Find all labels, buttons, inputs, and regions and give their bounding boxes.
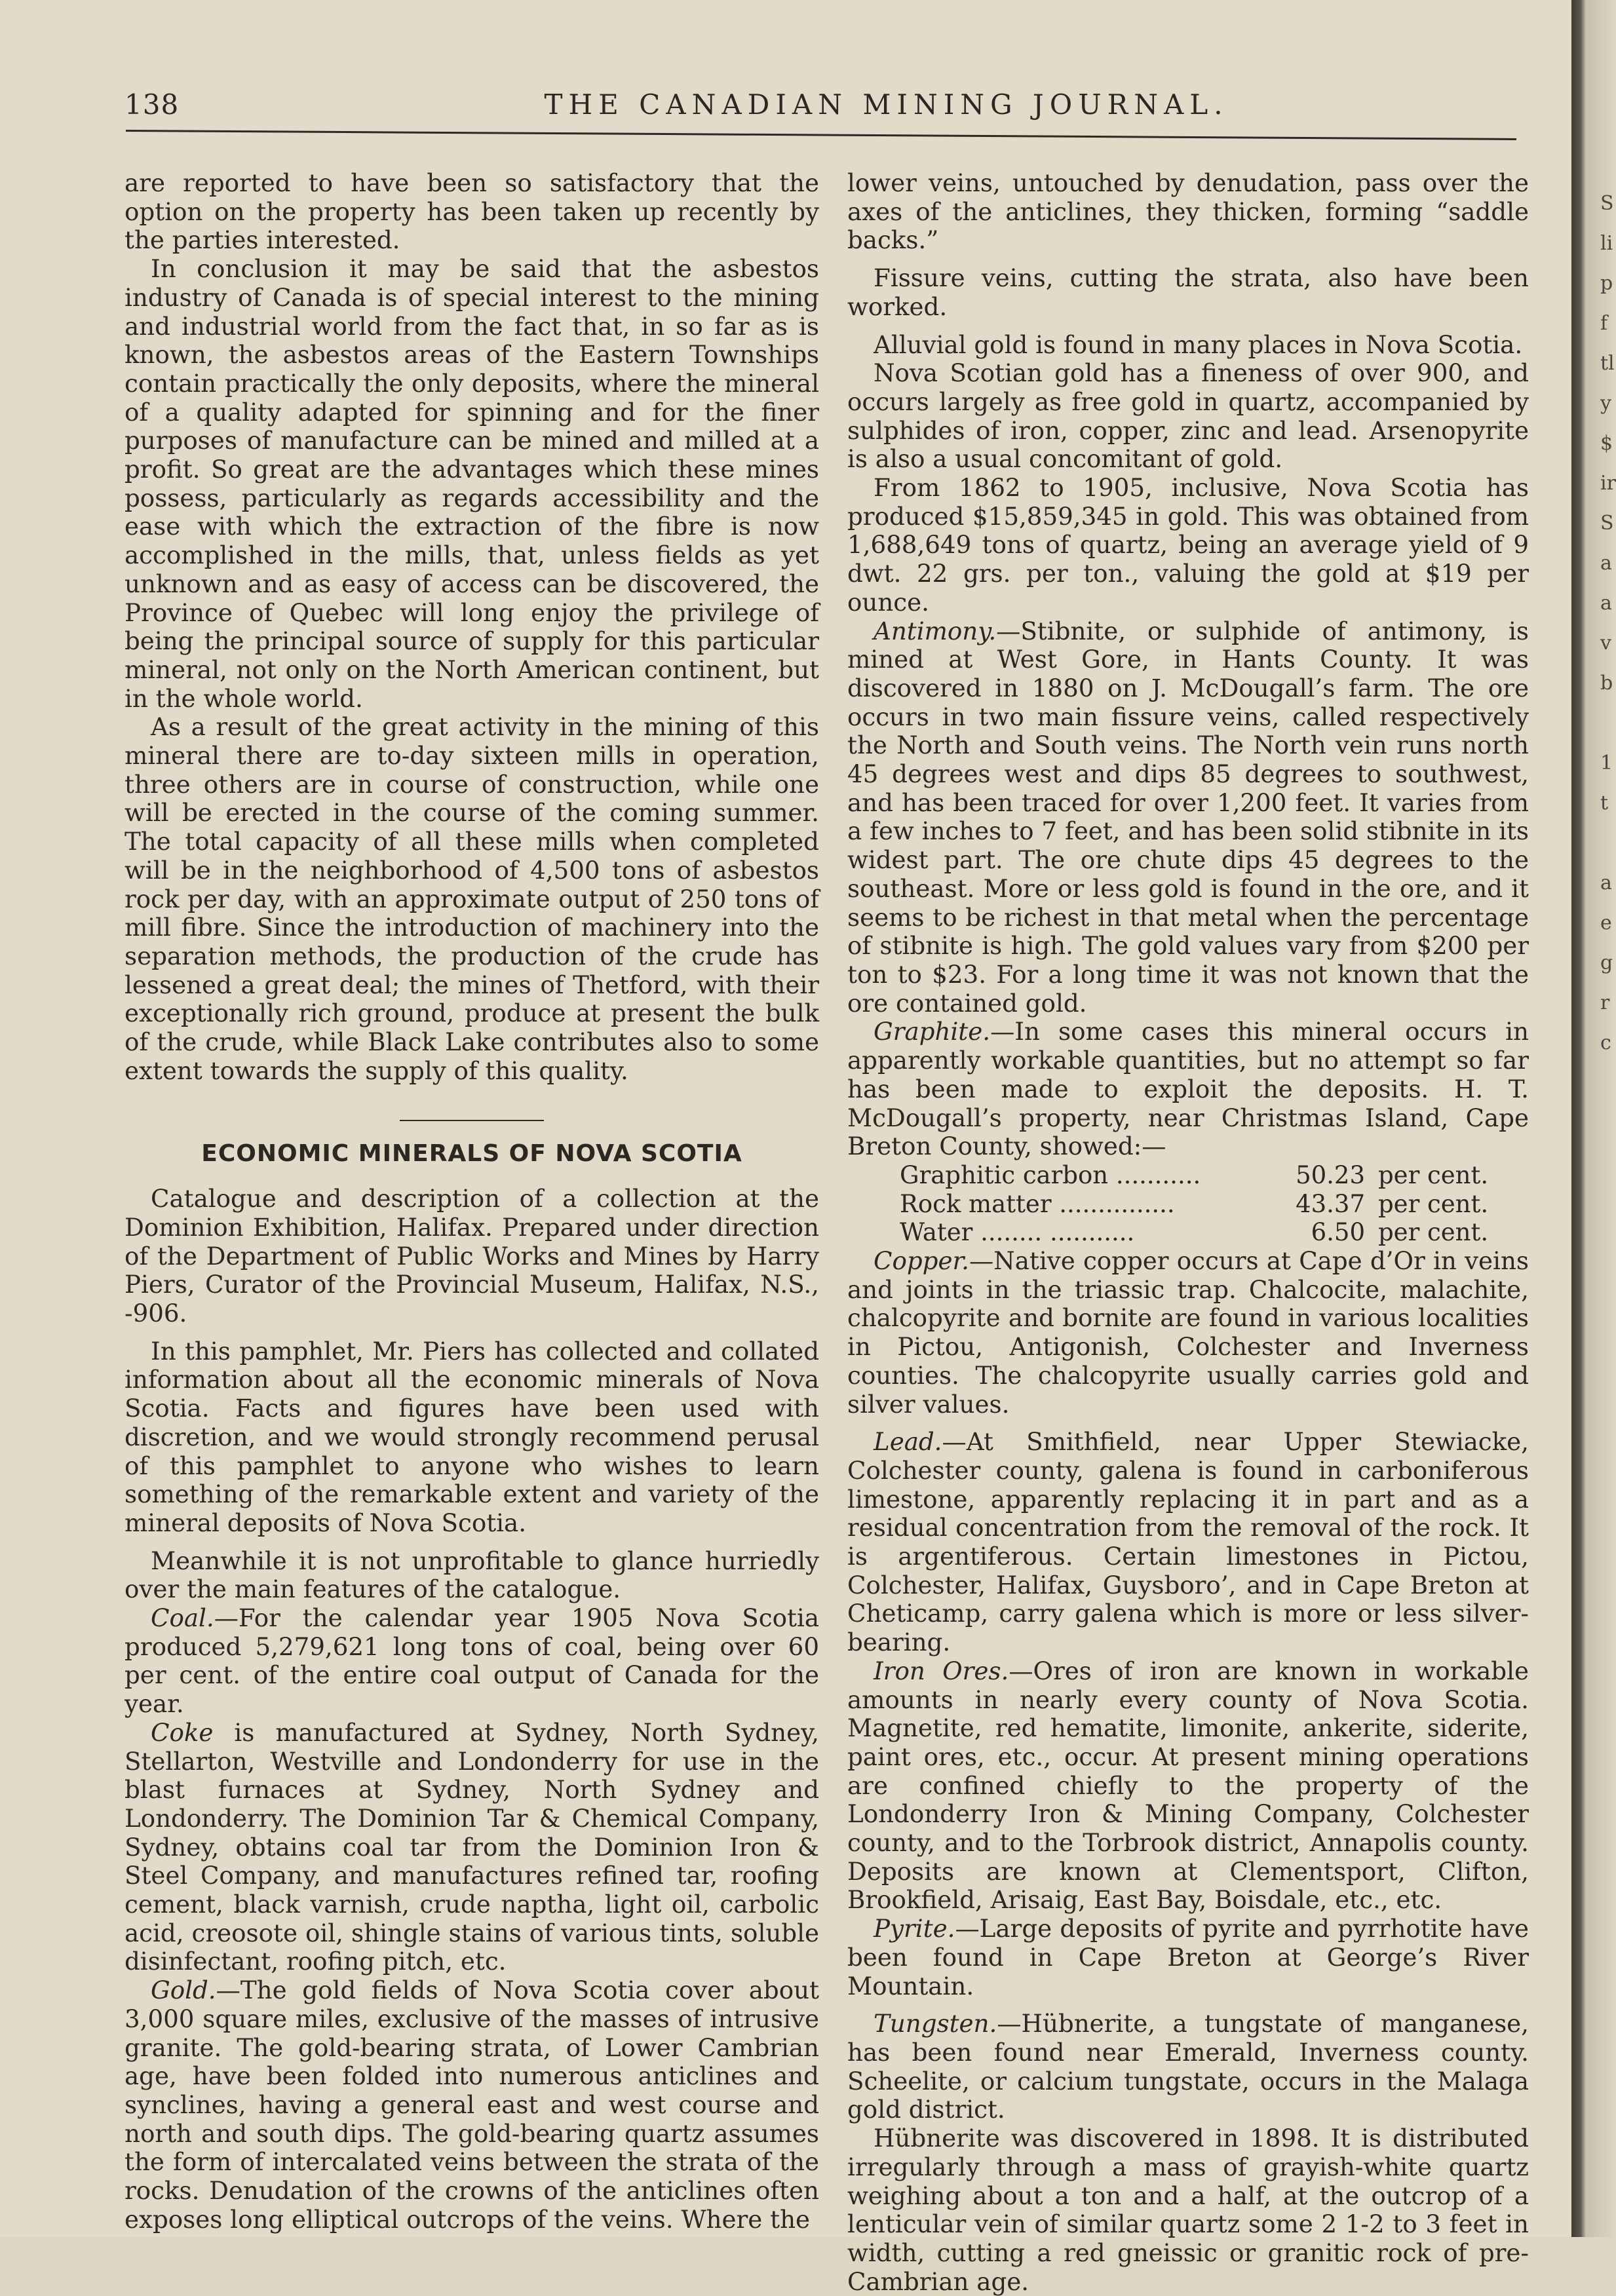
pyrite-paragraph (847, 1915, 1529, 2000)
graphite-paragraph (847, 1018, 1529, 1161)
edge-letter: ir (1600, 472, 1616, 495)
edge-letter: e (1600, 911, 1612, 934)
pyrite-text: —Large deposits of pyrite and pyrrhotite have been found in Cape Breton at George’s River Mountain. (847, 1914, 1529, 2000)
iron-paragraph (847, 1657, 1529, 1915)
paragraph: lower veins, untouched by denudation, pass over the axes of the anticlines, they thicken, forming “saddle backs.” (847, 168, 1529, 255)
antimony-paragraph (847, 617, 1529, 1018)
gold-text: —The gold fields of Nova Scotia cover about 3,000 square miles, exclusive of the masses of intrusive granite. The gold-bearing strata, of Lower Cambrian age, have been folded into numerous anticlines and synclines, having a general east and west course and north and south dips. The gold-bearing quartz assumes the form of intercalated veins between the strata of the rocks. Denudation of the crowns of the anticlines often exposes long elliptical outcrops of the veins. Where the (125, 1976, 819, 2234)
table-cell-unit: per cent. (1378, 1189, 1489, 1218)
edge-letter: f (1600, 312, 1608, 335)
table-row (847, 1218, 1529, 1247)
lead-label: Lead. (874, 1427, 942, 1457)
edge-letter: a (1600, 552, 1612, 575)
coke-label: Coke (151, 1717, 214, 1747)
edge-letter: p (1600, 272, 1613, 295)
tungsten-label: Tungsten. (874, 2009, 997, 2038)
coal-text: —For the calendar year 1905 Nova Scotia produced 5,279,621 long tons of coal, being over 60 per cent. of the entire coal output of Canada for the year. (125, 1603, 819, 1719)
edge-letter: c (1600, 1031, 1611, 1054)
tungsten-text: —Hübnerite, a tungstate of manganese, has been found near Emerald, Inverness county. Scheelite, or calcium tungstate, occurs in the Malaga gold district. (847, 2009, 1529, 2124)
graphite-analysis-table (847, 1161, 1529, 1247)
paragraph: Catalogue and description of a collection at the Dominion Exhibition, Halifax. Prepared under direction of the Department of Public Works and Mines by Harry Piers, Curator of the Provincial Museum, Halifax, N.S., -906. (125, 1184, 819, 1328)
edge-letter: 1 (1600, 752, 1613, 775)
edge-letter (1600, 703, 1612, 743)
edge-letter: li (1600, 232, 1613, 255)
lead-text: —At Smithfield, near Upper Stewiacke, Colchester county, galena is found in carboniferous limestone, apparently replacing it in part and as a residual concentration from the removal of the rock. It is argentiferous. Certain limestones in Pictou, Colchester, Halifax, Guysboro’, and in Cape Breton at Cheticamp, carry galena which is more or less silver-bearing. (847, 1427, 1529, 1657)
iron-label: Iron Ores. (874, 1656, 1009, 1685)
table-cell-value: 6.50 (1311, 1218, 1365, 1247)
graphite-label: Graphite. (874, 1017, 991, 1046)
edge-letter: a (1600, 592, 1612, 615)
page-number: 138 (125, 88, 180, 121)
section-separator (400, 1120, 544, 1121)
copper-label: Copper. (874, 1246, 969, 1276)
edge-letter: $ (1600, 432, 1613, 455)
gold-label: Gold. (151, 1976, 216, 2005)
copper-paragraph (847, 1247, 1529, 1419)
graphite-text: —In some cases this mineral occurs in apparently workable quantities, but no attempt so far has been made to exploit the deposits. H. T. McDougall’s property, near Christmas Island, Cape Breton County, showed:— (847, 1017, 1529, 1161)
table-cell-value: 43.37 (1296, 1189, 1365, 1218)
iron-text: —Ores of iron are known in workable amounts in nearly every county of Nova Scotia. Magnetite, red hematite, limonite, ankerite, siderite, paint ores, etc., occur. At present mining operations are confined chiefly to the property of the Londonderry Iron & Mining Company, Colchester county, and to the Torbrook district, Annapolis county. Deposits are known at Clementsport, Clifton, Brookfield, Arisaig, East Bay, Boisdale, etc., etc. (847, 1656, 1529, 1915)
edge-letter: r (1600, 991, 1610, 1014)
table-cell-unit: per cent. (1378, 1218, 1489, 1247)
pyrite-label: Pyrite. (874, 1914, 955, 1943)
table-cell-value: 50.23 (1296, 1160, 1365, 1189)
edge-letter: g (1600, 951, 1613, 974)
paragraph: Nova Scotian gold has a fineness of over 900, and occurs largely as free gold in quartz, accompanied by sulphides of iron, copper, zinc and lead. Arsenopyrite is also a usual concomitant of gold. (847, 358, 1529, 474)
paragraph: Fissure veins, cutting the strata, also have been worked. (847, 263, 1529, 321)
table-cell-unit: per cent. (1378, 1160, 1489, 1189)
edge-letter: a (1600, 871, 1612, 894)
table-cell-label: Water ........ ........... (900, 1218, 1135, 1247)
table-cell-label: Graphitic carbon ........... (900, 1160, 1201, 1189)
table-row (847, 1161, 1529, 1190)
coke-paragraph (125, 1719, 819, 1976)
header-rule (126, 130, 1516, 140)
right-column (847, 169, 1529, 2296)
paragraph: Meanwhile it is not unprofitable to glance hurriedly over the main features of the catalogue. (125, 1546, 819, 1604)
section-heading: ECONOMIC MINERALS OF NOVA SCOTIA (201, 1139, 742, 1167)
paragraph: are reported to have been so satisfactory that the option on the property has been taken up recently by the parties interested. (125, 168, 819, 255)
edge-letter: y (1600, 392, 1611, 415)
table-cell-label: Rock matter ............... (900, 1189, 1175, 1218)
copper-text: —Native copper occurs at Cape d’Or in veins and joints in the triassic trap. Chalcocite, malachite, chalcopyrite and bornite are found in various localities in Pictou, Antigonish, Colchester and Inverness counties. The chalcopyrite usually carries gold and silver values. (847, 1246, 1529, 1419)
next-page-edge-text (1600, 183, 1616, 1063)
coke-text: is manufactured at Sydney, North Sydney, Stellarton, Westville and Londonderry for use in the blast furnaces at Sydney, North Sydney and Londonderry. The Dominion Tar & Chemical Company, Sydney, obtains coal tar from the Dominion Iron & Steel Company, and manufactures refined tar, roofing cement, black varnish, crude naptha, light oil, carbolic acid, creosote oil, shingle stains of various tints, soluble disinfectant, roofing pitch, etc. (125, 1717, 819, 1976)
edge-letter: b (1600, 672, 1613, 695)
paragraph: In this pamphlet, Mr. Piers has collected and collated information about all the economic minerals of Nova Scotia. Facts and figures have been used with discretion, and we would strongly recommend perusal of this pamphlet to anyone who wishes to learn something of the remarkable extent and variety of the mineral deposits of Nova Scotia. (125, 1336, 819, 1537)
edge-letter (1600, 823, 1612, 863)
edge-letter: t (1600, 792, 1609, 814)
edge-letter: S (1600, 512, 1614, 535)
gold-paragraph (125, 1976, 819, 2234)
paragraph: Alluvial gold is found in many places in Nova Scotia. (874, 330, 1523, 359)
antimony-text: —Stibnite, or sulphide of antimony, is mined at West Gore, in Hants County. It was discovered in 1880 on J. McDougall’s farm. The ore occurs in two main fissure veins, called respectively the North and South veins. The North vein runs north 45 degrees west and dips 85 degrees to southwest, and has been traced for over 1,200 feet. It varies from a few inches to 7 feet, and has been solid stibnite in its widest part. The ore chute dips 45 degrees to the southeast. More or less gold is found in the ore, and it seems to be richest in that metal when the percentage of stibnite is high. The gold values vary from $200 per ton to $23. For a long time it was not known that the ore contained gold. (847, 616, 1529, 1018)
left-column (125, 169, 819, 2234)
antimony-label: Antimony. (874, 616, 997, 645)
coal-label: Coal. (151, 1603, 214, 1633)
tungsten-paragraph (847, 2010, 1529, 2124)
paragraph: From 1862 to 1905, inclusive, Nova Scotia has produced $15,859,345 in gold. This was obtained from 1,688,649 tons of quartz, being an average yield of 9 dwt. 22 grs. per ton., valuing the gold at $19 per ounce. (847, 473, 1529, 617)
lead-paragraph (847, 1428, 1529, 1657)
table-row (847, 1190, 1529, 1219)
paragraph: As a result of the great activity in the mining of this mineral there are to-day sixteen mills in operation, three others are in course of construction, while one will be erected in the course of the coming summer. The total capacity of all these mills when completed will be in the neighborhood of 4,500 tons of asbestos rock per day, with an approximate output of 250 tons of mill fibre. Since the introduction of machinery into the separation methods, the production of the crude has lessened a great deal; the mines of Thetford, with their exceptionally rich ground, produce at present the bulk of the crude, while Black Lake contributes also to some extent towards the supply of this quality. (125, 712, 819, 1085)
paragraph: In conclusion it may be said that the asbestos industry of Canada is of special interest to the mining and industrial world from the fact that, in so far as is known, the asbestos areas of the Eastern Townships contain practically the only deposits, where the mineral of a quality adapted for spinning and for the finer purposes of manufacture can be mined and milled at a profit. So great are the advantages which these mines possess, particularly as regards accessibility and the ease with which the extraction of the fibre is now accomplished in the mills, that, unless fields as yet unknown and as easy of access can be discovered, the Province of Quebec will long enjoy the privilege of being the principal source of supply for this particular mineral, not only on the North American continent, but in the whole world. (125, 254, 819, 713)
edge-letter: S (1600, 192, 1614, 215)
page-header (125, 88, 1517, 128)
journal-title: THE CANADIAN MINING JOURNAL. (544, 88, 1229, 121)
coal-paragraph (125, 1604, 819, 1719)
edge-letter: tl (1600, 352, 1615, 375)
edge-letter: v (1600, 632, 1611, 655)
paragraph: Hübnerite was discovered in 1898. It is distributed irregularly through a mass of grayish-white quartz weighing about a ton and a half, at the outcrop of a lenticular vein of similar quartz some 2 1-2 to 3 feet in width, cutting a red gneissic or granitic rock of pre-Cambrian age. (847, 2124, 1529, 2296)
